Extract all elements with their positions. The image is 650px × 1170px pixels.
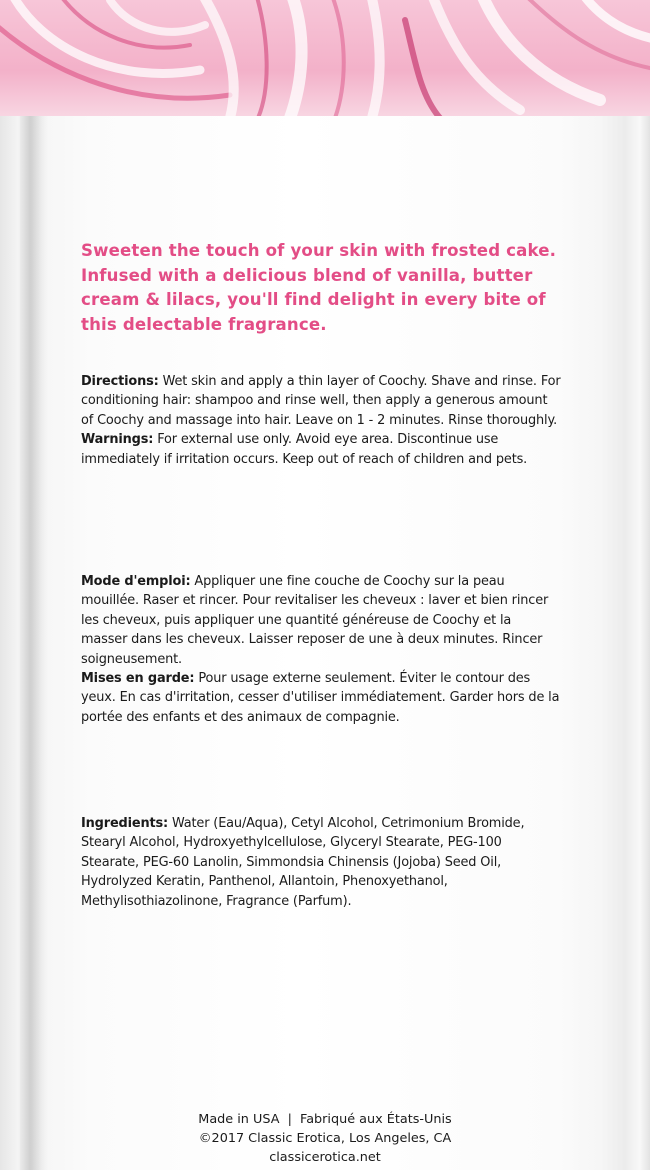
origin-line: Made in USA | Fabriqué aux États-Unis	[198, 1112, 452, 1127]
mode-emploi-label: Mode d'emploi:	[81, 574, 191, 589]
warnings-text: For external use only. Avoid eye area. Discontinue use immediately if irritation occurs. Keep out of reach of children and pets.	[81, 432, 528, 467]
copyright-line: ©2017 Classic Erotica, Los Angeles, CA	[198, 1131, 452, 1147]
ingredients-text: Water (Eau/Aqua), Cetyl Alcohol, Cetrimonium Bromide, Stearyl Alcohol, Hydroxyethylcellulose, Glyceryl Stearate, PEG-100 Stearate, PEG-60 Lanolin, Simmondsia Chinensis (Jojoba) Seed Oil, Hydrolyzed Keratin, Panthenol, Allantoin, Phenoxyethanol, Methylisothiazolinone, Fragrance (Parfum).	[81, 816, 525, 909]
tube-fold-shadow	[20, 116, 42, 1170]
fragrance-tagline: Sweeten the touch of your skin with frosted cake. Infused with a delicious blend of vanilla, butter cream & lilacs, you'll find delight in every bite of this delectable fragrance.	[81, 241, 557, 334]
directions-paragraph	[81, 372, 561, 430]
warnings-paragraph	[81, 430, 561, 469]
mises-en-garde-label: Mises en garde:	[81, 671, 195, 687]
ingredients-label: Ingredients:	[81, 816, 169, 831]
mises-en-garde-paragraph	[81, 669, 561, 727]
ingredients-paragraph	[81, 814, 561, 911]
mises-en-garde-text: Pour usage externe seulement. Éviter le contour des yeux. En cas d'irritation, cesser d'utiliser immédiatement. Garder hors de la portée des enfants et des animaux de compagnie.	[81, 671, 560, 725]
ingredients-section	[81, 814, 561, 911]
directions-label: Directions:	[81, 374, 159, 389]
frosting-swirl-graphic	[0, 0, 650, 118]
label-footer	[0, 1110, 650, 1168]
pink-frosting-rose-image	[0, 0, 650, 118]
french-instructions-section	[81, 572, 561, 727]
mode-emploi-paragraph	[81, 572, 561, 669]
mode-emploi-text: Appliquer une fine couche de Coochy sur la peau mouillée. Raser et rincer. Pour revitaliser les cheveux : laver et bien rincer les cheveux, puis appliquer une quantité généreuse de Coochy et la masser dans les cheveux. Laisser reposer de une à deux minutes. Rincer soigneusement.	[81, 574, 549, 667]
directions-text: Wet skin and apply a thin layer of Coochy. Shave and rinse. For conditioning hair: shampoo and rinse well, then apply a generous amount of Coochy and massage into hair. Leave on 1 - 2 minutes. Rinse thoroughly.	[81, 374, 561, 428]
directions-and-warnings-section	[81, 372, 561, 469]
website-line: classicerotica.net	[269, 1150, 381, 1166]
warnings-label: Warnings:	[81, 432, 154, 448]
